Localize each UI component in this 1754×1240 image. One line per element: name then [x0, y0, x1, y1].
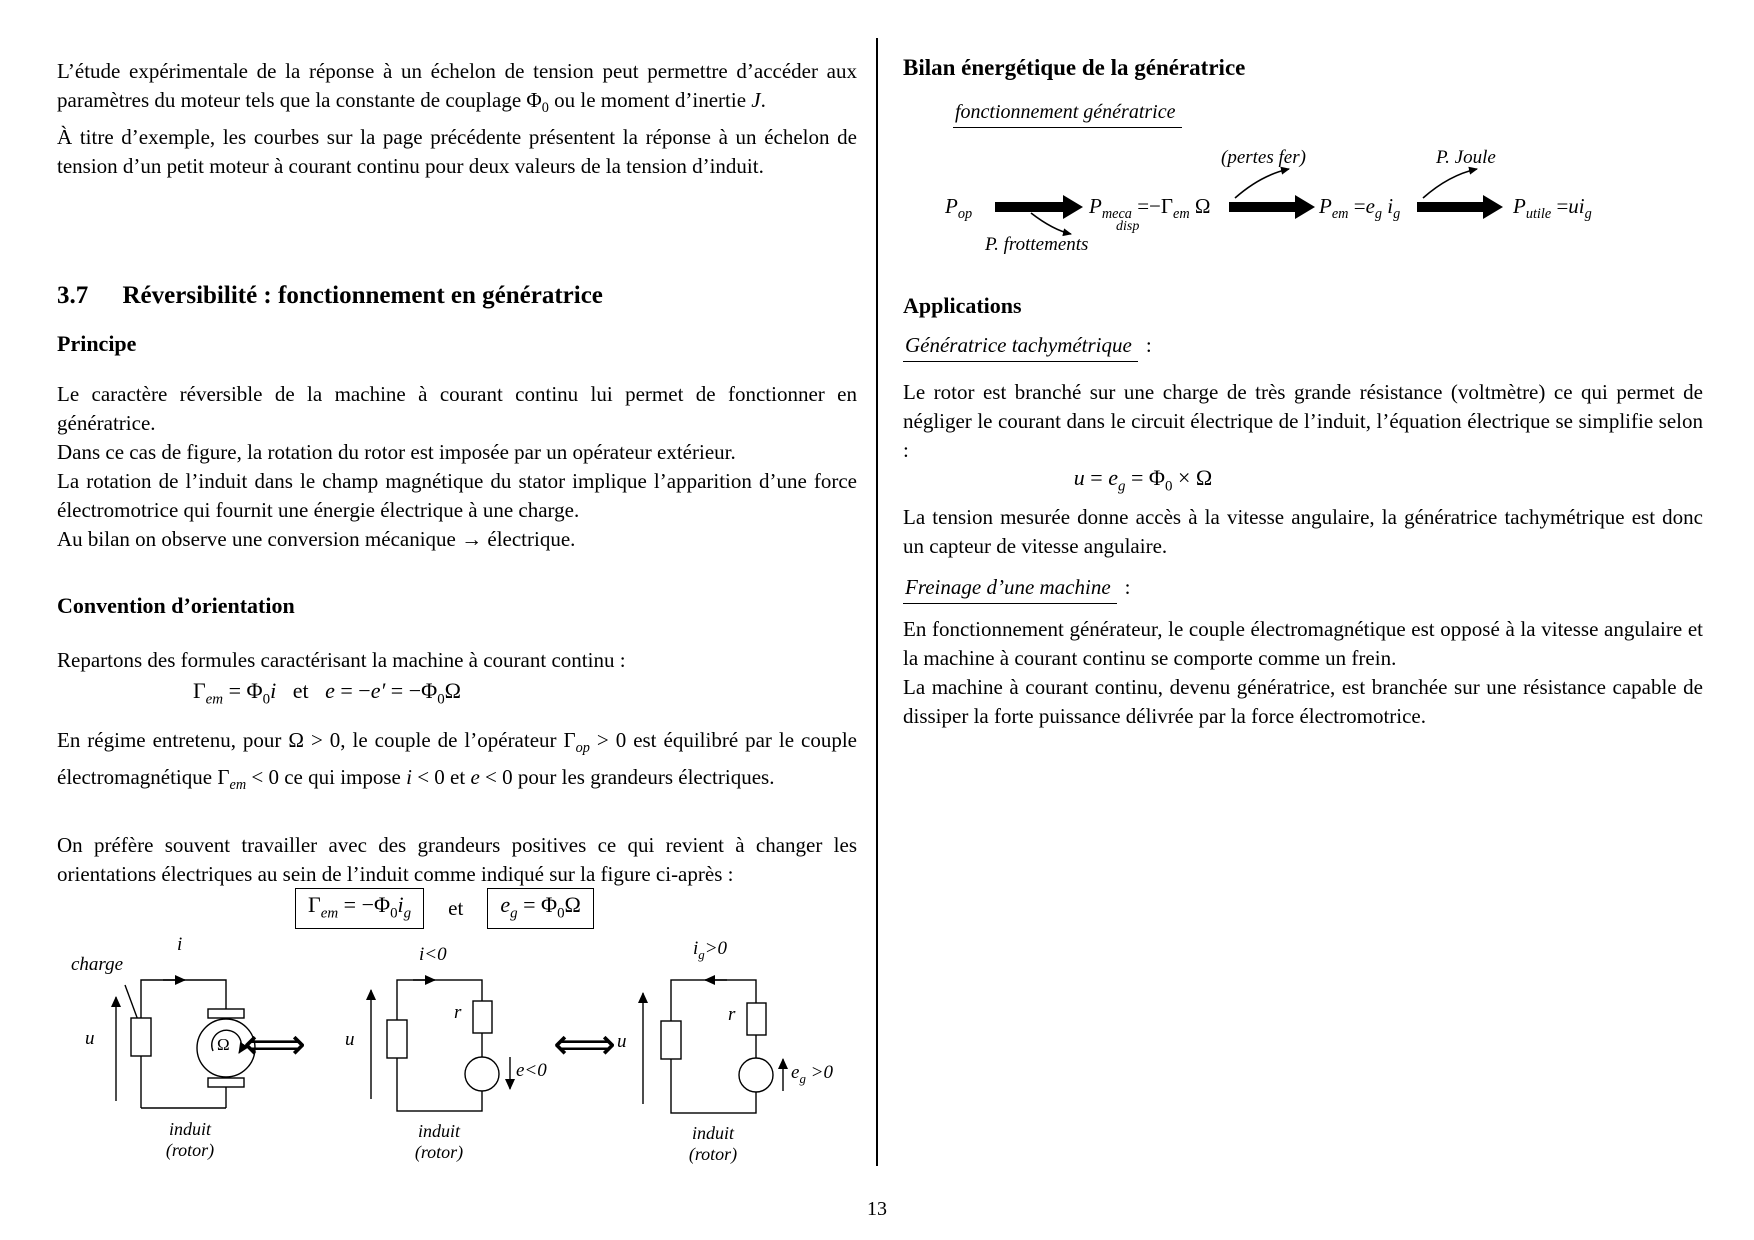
circuit3-caption-rotor: (rotor): [688, 1144, 738, 1164]
circuit1-caption-rotor: (rotor): [165, 1140, 215, 1160]
freinage-subheading-text: Freinage d’une machine: [903, 575, 1117, 604]
freinage-paragraph-1: En fonctionnement générateur, le couple électromagnétique est opposé à la vitesse angulaire et la machine à courant continu se comporte comme un frein.: [903, 617, 1703, 670]
emf-eg-pos-label: $e_g >0$: [791, 1062, 833, 1086]
tachy-colon: :: [1145, 333, 1152, 357]
column-divider: [876, 38, 878, 1166]
voltage-u-label-1: u: [85, 1028, 95, 1049]
boxed-equations-row: [57, 888, 857, 929]
prefere-paragraph: On préfère souvent travailler avec des grandeurs positives ce qui revient à changer les orientations électriques au sein de l’induit comme indiqué sur la figure ci-après :: [57, 833, 857, 886]
charge-label: charge: [71, 954, 124, 975]
energy-flow-diagram: [903, 95, 1703, 270]
disp-subscript: disp: [1116, 219, 1140, 234]
tachy-paragraph-2: La tension mesurée donne accès à la vitesse angulaire, la génératrice tachymétrique est donc un capteur de vitesse angulaire.: [903, 505, 1703, 558]
resistor-r-label-3: r: [728, 1004, 736, 1025]
p-utile-term: $P_{utile} =ui_g$: [1513, 194, 1592, 223]
diagram-subtitle: fonctionnement génératrice: [953, 101, 1182, 128]
circuit2-caption-rotor: (rotor): [414, 1142, 464, 1162]
applications-heading: Applications: [903, 293, 1022, 318]
section-number: 3.7: [57, 282, 89, 309]
bilan-heading: Bilan énergétique de la génératrice: [903, 55, 1246, 80]
equivalence-arrow-icon: ⟺: [243, 1019, 307, 1070]
p-joule-label: P. Joule: [1436, 147, 1496, 168]
principe-line-2: Dans ce cas de figure, la rotation du rotor est imposée par un opérateur extérieur.: [57, 440, 736, 464]
equivalence-arrow-icon: ⟺: [553, 1019, 617, 1070]
power-flow-arrows: [995, 195, 1503, 219]
circuit2-caption-induit: induit: [417, 1121, 460, 1141]
resistor-r-label-2: r: [454, 1002, 462, 1023]
voltage-u-label-2: u: [345, 1029, 355, 1050]
p-op-term: $P_{op}$: [945, 194, 973, 223]
pertes-fer-label: (pertes fer): [1221, 147, 1306, 168]
freinage-paragraph-2: La machine à courant continu, devenu génératrice, est branchée sur une résistance capable de dissiper la forte puissance délivrée par la force électromotrice.: [903, 675, 1703, 728]
circuit1-caption-induit: induit: [168, 1119, 211, 1139]
intro-paragraph: [57, 57, 863, 181]
section-heading: [57, 282, 857, 310]
p-em-term: $P_{em} =e_g$ $i_g$: [1319, 194, 1401, 223]
convention-heading: Convention d’orientation: [57, 593, 295, 618]
circuit-3-positive-convention: [643, 980, 783, 1113]
p-meca-term: $P_{meca} =-\Gamma_{em}$ Ω: [1089, 194, 1211, 223]
principe-line-1: Le caractère réversible de la machine à courant continu lui permet de fonctionner en génératrice.: [57, 382, 857, 435]
circuit-1-generator: [116, 980, 255, 1108]
principe-paragraph: [57, 380, 857, 554]
page-number: 13: [867, 1198, 887, 1220]
right-column: [903, 50, 1703, 1180]
et-separator: et: [448, 896, 464, 921]
current-ig-pos-label: $i_g>0$: [693, 938, 728, 962]
section-title: Réversibilité : fonctionnement en génératrice: [122, 282, 603, 309]
current-i-label: i: [177, 934, 183, 955]
convention-intro: Repartons des formules caractérisant la machine à courant continu :: [57, 648, 626, 672]
voltage-u-label-3: u: [617, 1031, 627, 1052]
equation-tachymetrique: $u = e_g = \Phi_0 \times \Omega$: [1073, 465, 1213, 495]
intro-line-1: L’étude expérimentale de la réponse à un échelon de tension peut permettre d’accéder aux paramètres du moteur tels que la constante de couplage $\Phi_0$ ou le moment d’inertie J.: [57, 59, 863, 117]
current-i-neg-label: i<0: [419, 944, 447, 965]
boxed-equation-fem: $e_g = \Phi_0\Omega$: [487, 888, 594, 929]
circuit3-caption-induit: induit: [691, 1123, 734, 1143]
equation-couple-fem: $\Gamma_{em} = \Phi_0i$ et $e = -e' = -\Phi_0\Omega$: [192, 678, 462, 708]
tachy-paragraph-1: Le rotor est branché sur une charge de très grande résistance (voltmètre) ce qui permet de négliger le courant dans le circuit électrique de l’induit, l’équation électrique se simplifie selon :: [903, 380, 1703, 462]
intro-line-2: À titre d’exemple, les courbes sur la page précédente présentent la réponse à un échelon de tension d’un petit moteur à courant continu pour deux valeurs de la tension d’induit.: [57, 125, 857, 179]
principe-line-4: Au bilan on observe une conversion mécanique → électrique.: [57, 527, 576, 551]
emf-e-neg-label: e<0: [516, 1060, 547, 1081]
tachy-subheading: [903, 331, 1703, 362]
freinage-colon: :: [1124, 575, 1131, 599]
circuit-2-negative-convention: [371, 980, 510, 1111]
principe-line-3: La rotation de l’induit dans le champ magnétique du stator implique l’apparition d’une force électromotrice qui fournit une énergie électrique à une charge.: [57, 469, 857, 522]
regime-paragraph: En régime entretenu, pour Ω > 0, le couple de l’opérateur $\Gamma_{op} > 0$ est équilibré par le couple électromagnétique $\Gamma_{em} < 0$ ce qui impose i < 0 et e < 0 pour les grandeurs électriques.: [57, 728, 863, 794]
boxed-equation-couple: $\Gamma_{em} = -\Phi_0i_g$: [295, 888, 424, 929]
freinage-subheading: [903, 573, 1703, 604]
p-frottements-label: P. frottements: [985, 234, 1089, 255]
principe-heading: Principe: [57, 331, 137, 356]
circuit-figure: [57, 933, 857, 1178]
omega-label: Ω: [217, 1035, 230, 1054]
tachy-subheading-text: Génératrice tachymétrique: [903, 333, 1138, 362]
left-column: [57, 50, 863, 1180]
